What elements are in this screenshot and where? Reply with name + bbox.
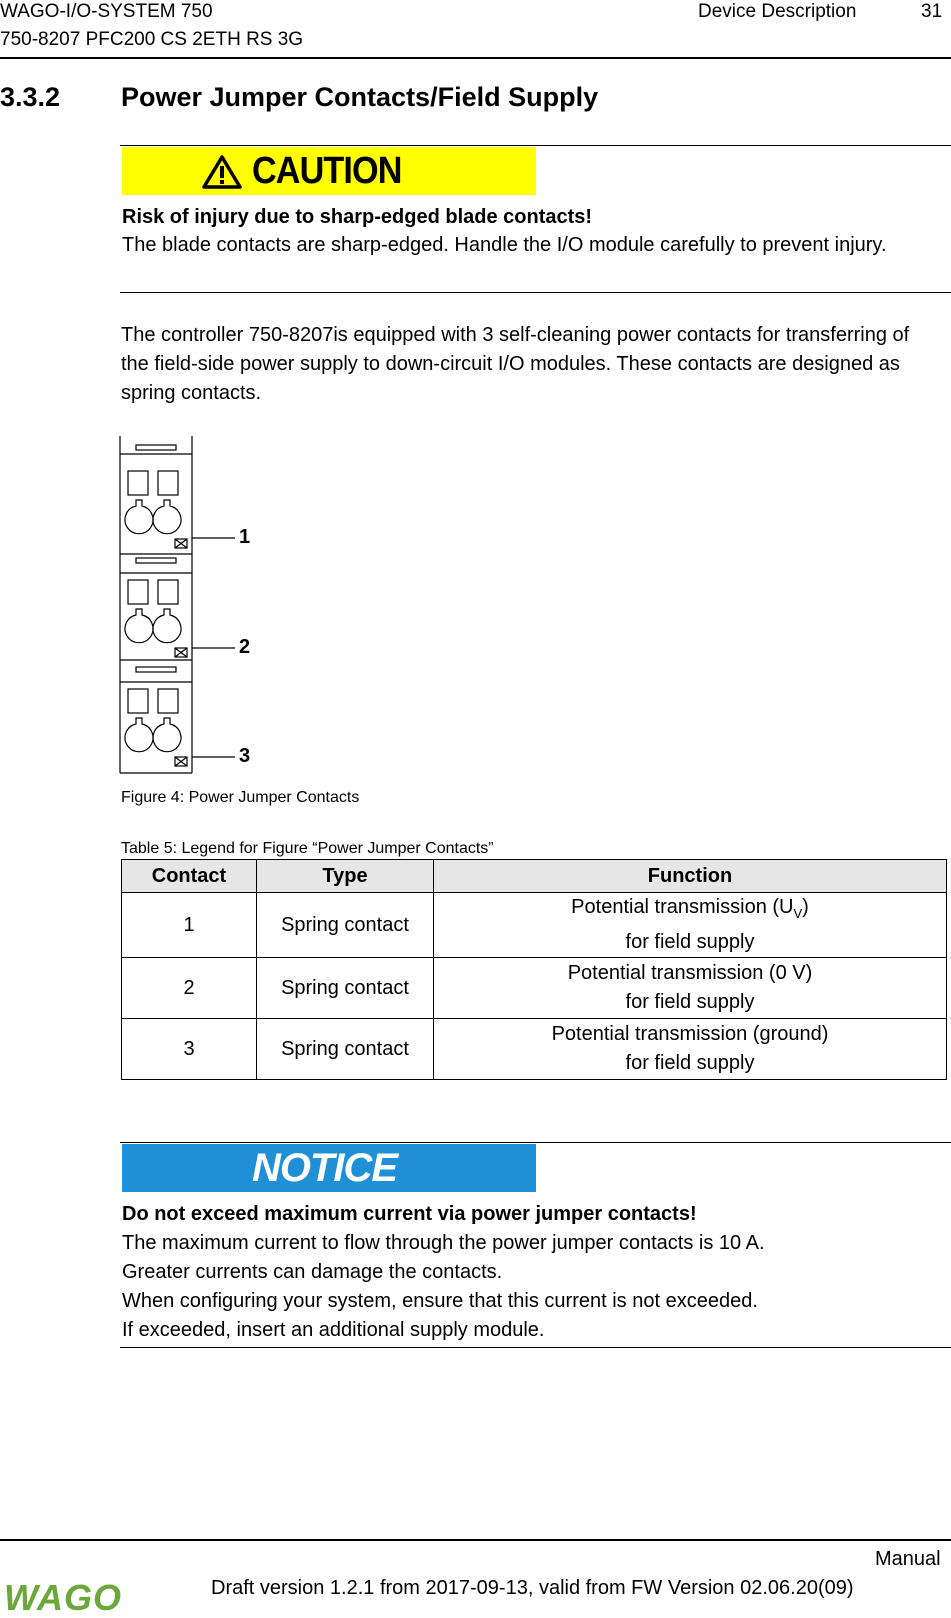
wago-logo	[2, 1578, 124, 1616]
column-header-function: Function	[434, 860, 947, 893]
function-line-2: for field supply	[625, 1052, 755, 1074]
function-line-1: Potential transmission (ground)	[551, 1023, 829, 1045]
header-series: WAGO-I/O-SYSTEM 750	[0, 1, 213, 22]
caution-title: Risk of injury due to sharp-edged blade contacts!	[122, 206, 593, 228]
callout-2: 2	[239, 636, 251, 658]
caution-banner	[122, 147, 536, 195]
table-caption: Table 5: Legend for Figure “Power Jumper Contacts”	[121, 840, 494, 857]
power-jumper-figure	[115, 436, 265, 776]
function-cell	[434, 958, 947, 1019]
type-cell: Spring contact	[257, 893, 434, 958]
caution-label: CAUTION	[252, 150, 402, 192]
legend-table	[121, 859, 947, 1080]
warning-triangle-icon	[202, 155, 242, 189]
table-row	[122, 1019, 947, 1080]
voltage-subscript: V	[793, 906, 803, 921]
table-row	[122, 893, 947, 958]
table-header-row	[122, 860, 947, 893]
svg-text:WAGO: WAGO	[4, 1578, 122, 1616]
contact-cell: 3	[122, 1019, 257, 1080]
contact-cell: 2	[122, 958, 257, 1019]
function-line-1: Potential transmission $(U_V)$	[571, 896, 809, 921]
type-cell: Spring contact	[257, 1019, 434, 1080]
notice-line-1: The maximum current to flow through the power jumper contacts is 10 A.	[122, 1232, 765, 1254]
function-line-1: Potential transmission (0 V)	[567, 962, 813, 984]
callout-1: 1	[239, 526, 251, 548]
caution-bottom-rule	[120, 292, 951, 293]
notice-label: NOTICE	[252, 1146, 398, 1190]
footer-rule	[0, 1539, 951, 1541]
table-row	[122, 958, 947, 1019]
notice-title: Do not exceed maximum current via power jumper contacts!	[122, 1203, 697, 1225]
header-section: Device Description	[698, 1, 857, 22]
page-number: 31	[921, 1, 943, 22]
type-cell: Spring contact	[257, 958, 434, 1019]
caution-top-rule	[120, 145, 951, 146]
figure-caption: Figure 4: Power Jumper Contacts	[121, 789, 360, 806]
function-cell	[434, 1019, 947, 1080]
column-header-contact: Contact	[122, 860, 257, 893]
footer-version: Draft version 1.2.1 from 2017-09-13, valid from FW Version 02.06.20(09)	[211, 1577, 854, 1599]
column-header-type: Type	[257, 860, 434, 893]
function-cell	[434, 893, 947, 958]
notice-line-4: If exceeded, insert an additional supply module.	[122, 1319, 545, 1341]
footer-label: Manual	[875, 1548, 941, 1570]
notice-top-rule	[120, 1142, 951, 1143]
section-number: 3.3.2	[0, 82, 61, 112]
header-rule	[0, 57, 951, 59]
notice-line-2: Greater currents can damage the contacts.	[122, 1261, 503, 1283]
contact-cell: 1	[122, 893, 257, 958]
caution-text: The blade contacts are sharp-edged. Handle the I/O module carefully to prevent injury.	[122, 234, 887, 256]
notice-bottom-rule	[120, 1347, 951, 1348]
callout-3: 3	[239, 745, 251, 767]
section-title: Power Jumper Contacts/Field Supply	[121, 82, 599, 112]
notice-banner	[122, 1144, 536, 1192]
header-product: 750-8207 PFC200 CS 2ETH RS 3G	[0, 29, 304, 50]
function-line-2: for field supply	[625, 991, 755, 1013]
function-line-2: for field supply	[625, 931, 755, 953]
notice-line-3: When configuring your system, ensure that this current is not exceeded.	[122, 1290, 758, 1312]
intro-paragraph: The controller 750-8207is equipped with 3 self-cleaning power contacts for transferring of the field-side power supply to down-circuit I/O modules. These contacts are designed as spring contacts.	[121, 324, 910, 404]
